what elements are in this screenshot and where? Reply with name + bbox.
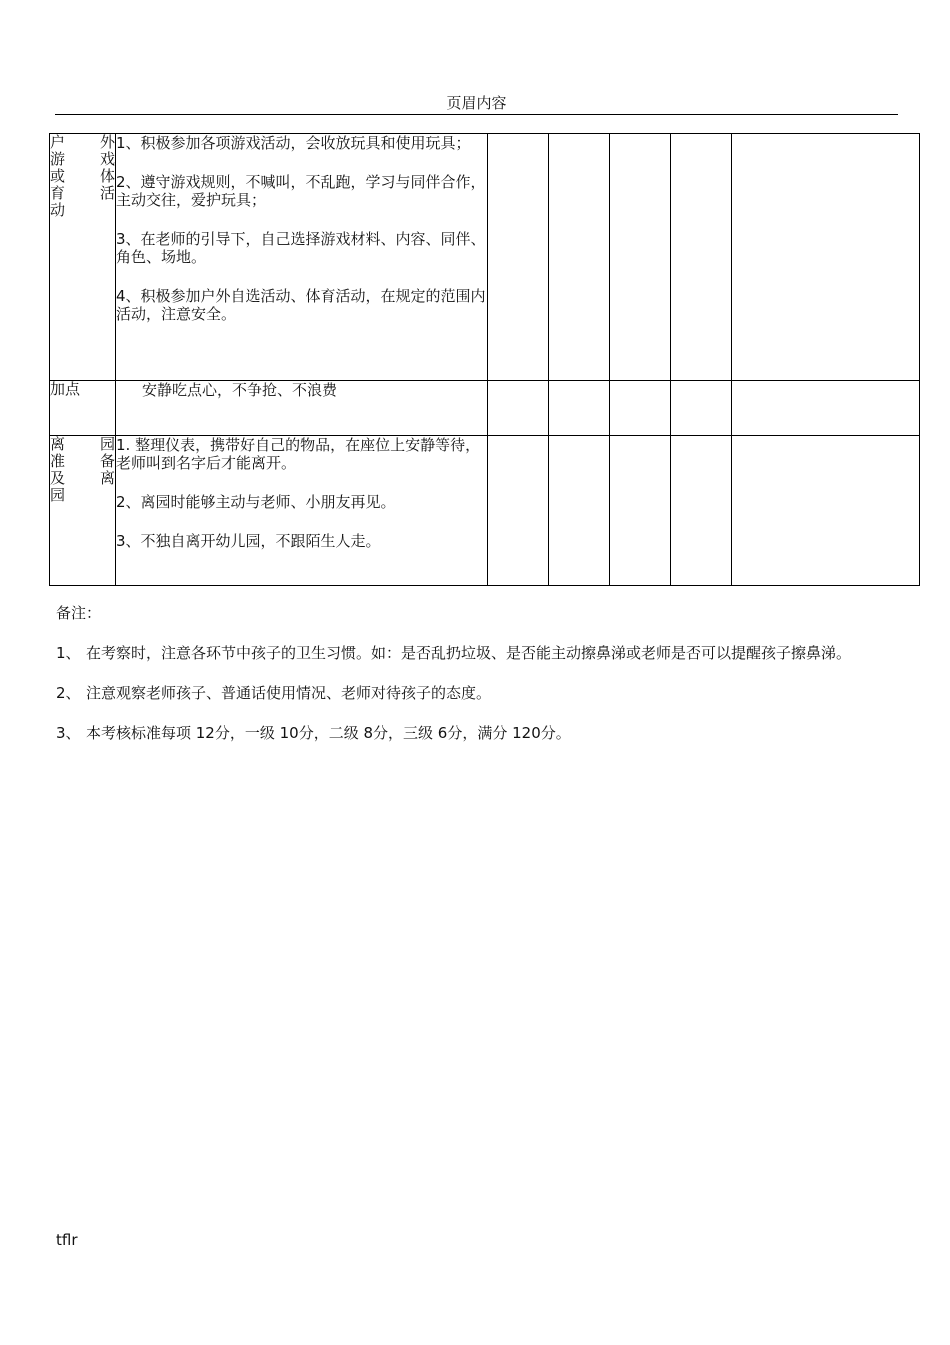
table-row [50, 134, 920, 381]
notes-section [56, 604, 856, 764]
table-row [50, 381, 920, 436]
remark-cell[interactable] [732, 436, 920, 586]
score-cell[interactable] [549, 134, 610, 381]
note-text: 注意观察老师孩子、普通话使用情况、老师对待孩子的态度。 [86, 684, 492, 702]
criteria-item: 3、不独自离开幼儿园，不跟陌生人走。 [116, 532, 381, 550]
score-cell[interactable] [488, 134, 549, 381]
note-item [56, 644, 856, 662]
note-item [56, 724, 856, 742]
criteria-item: 1. 整理仪表，携带好自己的物品，在座位上安静等待，老师叫到名字后才能离开。 [116, 436, 481, 472]
score-cell[interactable] [671, 134, 732, 381]
note-number: 2、 [56, 684, 81, 702]
category-cell: 离 园 准 备 及 离 园 [50, 436, 116, 586]
score-cell[interactable] [671, 436, 732, 586]
assessment-table [49, 133, 920, 586]
remark-cell[interactable] [732, 381, 920, 436]
score-cell[interactable] [610, 381, 671, 436]
criteria-cell: 安静吃点心，不争抢、不浪费 [116, 381, 488, 436]
note-number: 3、 [56, 724, 81, 742]
table-row [50, 436, 920, 586]
score-cell[interactable] [610, 134, 671, 381]
notes-title: 备注： [56, 604, 102, 622]
score-cell[interactable] [488, 381, 549, 436]
page-header: 页眉内容 [446, 94, 507, 112]
score-cell[interactable] [671, 381, 732, 436]
criteria-item: 3、在老师的引导下，自己选择游戏材料、内容、同伴、角色、场地。 [116, 230, 486, 266]
criteria-item: 2、遵守游戏规则，不喊叫，不乱跑，学习与同伴合作，主动交往，爱护玩具； [116, 173, 486, 209]
note-text: 在考察时，注意各环节中孩子的卫生习惯。如：是否乱扔垃圾、是否能主动擦鼻涕或老师是否可以提醒孩子擦鼻涕。 [86, 644, 852, 662]
criteria-item: 1、积极参加各项游戏活动，会收放玩具和使用玩具； [116, 134, 471, 152]
note-text: 本考核标准每项 12分，一级 10分，二级 8分，三级 6分，满分 120分。 [86, 724, 571, 742]
header-divider [55, 114, 898, 115]
remark-cell[interactable] [732, 134, 920, 381]
category-cell: 加点 [50, 381, 116, 436]
score-cell[interactable] [488, 436, 549, 586]
criteria-cell [116, 436, 488, 586]
category-cell: 户 外 游 戏 或 体 育 活 动 [50, 134, 116, 381]
footer-text: tflr [56, 1231, 78, 1249]
criteria-cell [116, 134, 488, 381]
note-number: 1、 [56, 644, 81, 662]
score-cell[interactable] [610, 436, 671, 586]
criteria-item: 4、积极参加户外自选活动、体育活动，在规定的范围内活动，注意安全。 [116, 287, 486, 323]
score-cell[interactable] [549, 436, 610, 586]
note-item [56, 684, 856, 702]
criteria-item: 2、离园时能够主动与老师、小朋友再见。 [116, 493, 396, 511]
score-cell[interactable] [549, 381, 610, 436]
